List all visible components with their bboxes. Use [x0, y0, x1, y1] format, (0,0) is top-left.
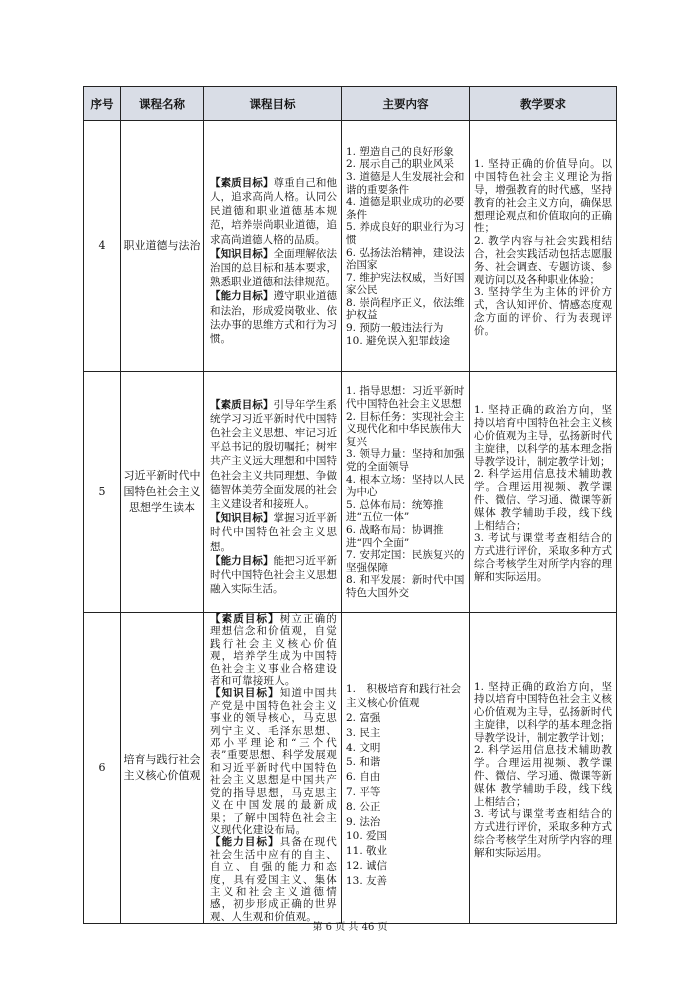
header-course-goal: 课程目标 — [204, 87, 342, 121]
goal-tag: 【能力目标】 — [210, 290, 274, 303]
list-item: 1. 塑造自己的良好形象 — [346, 145, 454, 158]
list-item: 9. 预防一般违法行为 — [346, 322, 444, 335]
list-item: 7. 维护宪法权威，当好国家公民 — [346, 271, 465, 297]
course-goal-cell — [204, 121, 342, 372]
list-item: 8. 公正 — [346, 800, 381, 813]
course-goal — [204, 388, 341, 597]
list-item: 13. 友善 — [346, 874, 388, 887]
teaching-requirement-cell — [470, 121, 617, 372]
row-number: 5 — [84, 372, 121, 613]
list-item: 8. 和平发展：新时代中国特色大国外交 — [346, 574, 465, 599]
list-item: 1. 指导思想：习近平新时代中国特色社会主义思想 — [346, 385, 465, 411]
goal-text: 具备在现代社会生活中应有的自主、自立、自强的能力和态度，具有爱国主义、集体主义和社会主义道德情感，初步形成正确的世界观、人生观和价值观。 — [210, 836, 337, 923]
table-row — [84, 613, 617, 924]
goal-tag: 【素质目标】 — [210, 613, 280, 625]
course-name: 职业道德与法治 — [121, 121, 204, 372]
list-item: 3. 民主 — [346, 726, 381, 739]
table-row — [84, 121, 617, 372]
main-content-list — [342, 143, 469, 350]
course-goal-cell — [204, 613, 342, 924]
list-item: 6. 自由 — [346, 771, 381, 784]
goal-tag: 【素质目标】 — [210, 398, 274, 411]
teaching-requirement — [470, 677, 616, 860]
requirement-item: 1. 坚持正确的政治方向，坚持以培育中国特色社会主义核心价值观为主导，弘扬新时代主旋律，以科学的基本理念指导教学设计，制定教学计划； — [474, 404, 612, 468]
list-item: 4. 文明 — [346, 741, 381, 754]
list-item: 1. 积极培育和践行社会主义核心价值观 — [346, 682, 462, 710]
goal-tag: 【能力目标】 — [210, 554, 274, 567]
main-content-cell — [342, 121, 470, 372]
goal-tag: 【素质目标】 — [210, 176, 274, 189]
list-item: 5. 总体布局：统筹推进“五位一体” — [346, 498, 444, 524]
course-name: 习近平新时代中国特色社会主义思想学生读本 — [121, 372, 204, 613]
list-item: 5. 养成良好的职业行为习惯 — [346, 221, 465, 246]
goal-text: 树立正确的理想信念和价值观，自觉践行社会主义核心价值观，培养学生成为中国特色社会主义事业合格建设者和可靠接班人。 — [210, 613, 337, 688]
course-name: 培育与践行社会主义核心价值观 — [121, 613, 204, 924]
page-footer: 第 6 页 共 46 页 — [312, 922, 388, 933]
course-table — [83, 86, 617, 924]
course-goal — [204, 146, 341, 346]
teaching-requirement-cell — [470, 372, 617, 613]
requirement-item: 3. 考试与课堂考查相结合的方式进行评价，采取多种方式综合考核学生对所学内容的理解和实际运用。 — [474, 532, 612, 583]
row-number: 6 — [84, 613, 121, 924]
list-item: 10. 爱国 — [346, 830, 388, 843]
teaching-requirement — [470, 400, 616, 583]
goal-text: 引导年学生系统学习习近平新时代中国特色社会主义思想、牢记习近平总书记的殷切嘱托；树牢共产主义远大理想和中国特色社会主义共同理想、争做德智体美劳全面发展的社会主义建设者和接班人。 — [210, 398, 338, 510]
requirement-item: 1. 坚持正确的政治方向，坚持以培育中国特色社会主义核心价值观为主导，弘扬新时代主旋律，以科学的基本理念指导教学设计，制定教学计划； — [474, 680, 612, 744]
goal-text: 能把习近平新时代中国特色社会主义思想融入实际生活。 — [210, 554, 338, 596]
list-item: 12. 诚信 — [346, 860, 388, 873]
list-item: 5. 和谐 — [346, 756, 381, 769]
goal-tag: 【知识目标】 — [210, 247, 274, 260]
list-item: 9. 法治 — [346, 815, 381, 828]
list-item: 6. 弘扬法治精神，建设法治国家 — [346, 246, 465, 272]
requirement-item: 1. 坚持正确的价值导向。以中国特色社会主义理论为指导，增强教育的时代感，坚持教育的社会主义方向，确保思想理论观点和价值取向的正确性； — [474, 158, 612, 235]
goal-tag: 【能力目标】 — [210, 836, 280, 849]
list-item: 6. 战略布局：协调推进“四个全面” — [346, 523, 444, 549]
list-item: 4. 根本立场：坚持以人民为中心 — [346, 473, 465, 499]
row-number: 4 — [84, 121, 121, 372]
header-main-content: 主要内容 — [342, 87, 470, 121]
table-header-row — [84, 87, 617, 121]
goal-text: 知道中国共产党是中国特色社会主义事业的领导核心，马克思列宁主义、毛泽东思想、邓小平理论和“三个代表”重要思想、科学发展观和习近平新时代中国特色社会主义思想是中国共产党的指导思想，马克思主义在中国发展的最新成果；了解中国特色社会主义现代化建设布局。 — [210, 687, 337, 836]
main-content-cell — [342, 613, 470, 924]
list-item: 11. 敬业 — [346, 845, 388, 858]
main-content-cell — [342, 372, 470, 613]
list-item: 3. 道德是人生发展社会和谐的重要条件 — [346, 170, 465, 196]
list-item: 10. 避免误入犯罪歧途 — [346, 334, 451, 347]
main-content-list — [342, 646, 469, 891]
teaching-requirement-cell — [470, 613, 617, 924]
list-item: 4. 道德是职业成功的必要条件 — [346, 196, 465, 221]
goal-text: 遵守职业道德和法治，形成爱岗敬业、依法办事的思维方式和行为习惯。 — [210, 290, 338, 346]
header-teaching-requirement: 教学要求 — [470, 87, 617, 121]
list-item: 2. 展示自己的职业风采 — [346, 158, 454, 171]
goal-text: 尊重自己和他人，追求高尚人格。认同公民道德和职业道德基本规范，培养崇尚职业道德，追求高尚道德人格的品质。 — [210, 176, 338, 246]
course-goal-cell — [204, 372, 342, 613]
list-item: 7. 平等 — [346, 786, 381, 799]
requirement-item: 2. 科学运用信息技术辅助教学。合理运用视频、教学课件、微信、学习通、微课等新媒体 教学辅助手段，线下线上相结合； — [474, 744, 612, 808]
requirement-item: 2. 教学内容与社会实践相结合，社会实践活动包括志愿服务、社会调查、专题访谈、参观访问以及各种职业体验； — [474, 235, 612, 286]
course-goal — [204, 613, 341, 923]
goal-text: 全面理解依法治国的总目标和基本要求，熟悉职业道德和法律规范。 — [210, 247, 338, 289]
goal-text: 掌握习近平新时代中国特色社会主义思想。 — [210, 512, 338, 553]
goal-tag: 【知识目标】 — [210, 687, 280, 700]
list-item: 7. 安邦定国：民族复兴的坚强保障 — [346, 549, 465, 574]
header-course-name: 课程名称 — [121, 87, 204, 121]
list-item: 8. 崇尚程序正义，依法维护权益 — [346, 296, 465, 322]
requirement-item: 3. 考试与课堂考查相结合的方式进行评价，采取多种方式综合考核学生对所学内容的理解和实际运用。 — [474, 808, 612, 859]
list-item: 3. 领导力量：坚持和加强党的全面领导 — [346, 448, 465, 474]
requirement-item: 3. 坚持学生为主体的评价方式，含认知评价、情感态度观念方面的评价、行为表现评价。 — [474, 286, 612, 337]
header-no: 序号 — [84, 87, 121, 121]
list-item: 2. 目标任务：实现社会主义现代化和中华民族伟大复兴 — [346, 410, 465, 448]
table-row — [84, 372, 617, 613]
goal-tag: 【知识目标】 — [210, 512, 274, 525]
requirement-item: 2. 科学运用信息技术辅助教学。合理运用视频、教学课件、微信、学习通、微课等新媒体 教学辅助手段，线下线上相结合； — [474, 468, 612, 532]
list-item: 2. 富强 — [346, 712, 381, 725]
main-content-list — [342, 382, 469, 601]
teaching-requirement — [470, 154, 616, 337]
